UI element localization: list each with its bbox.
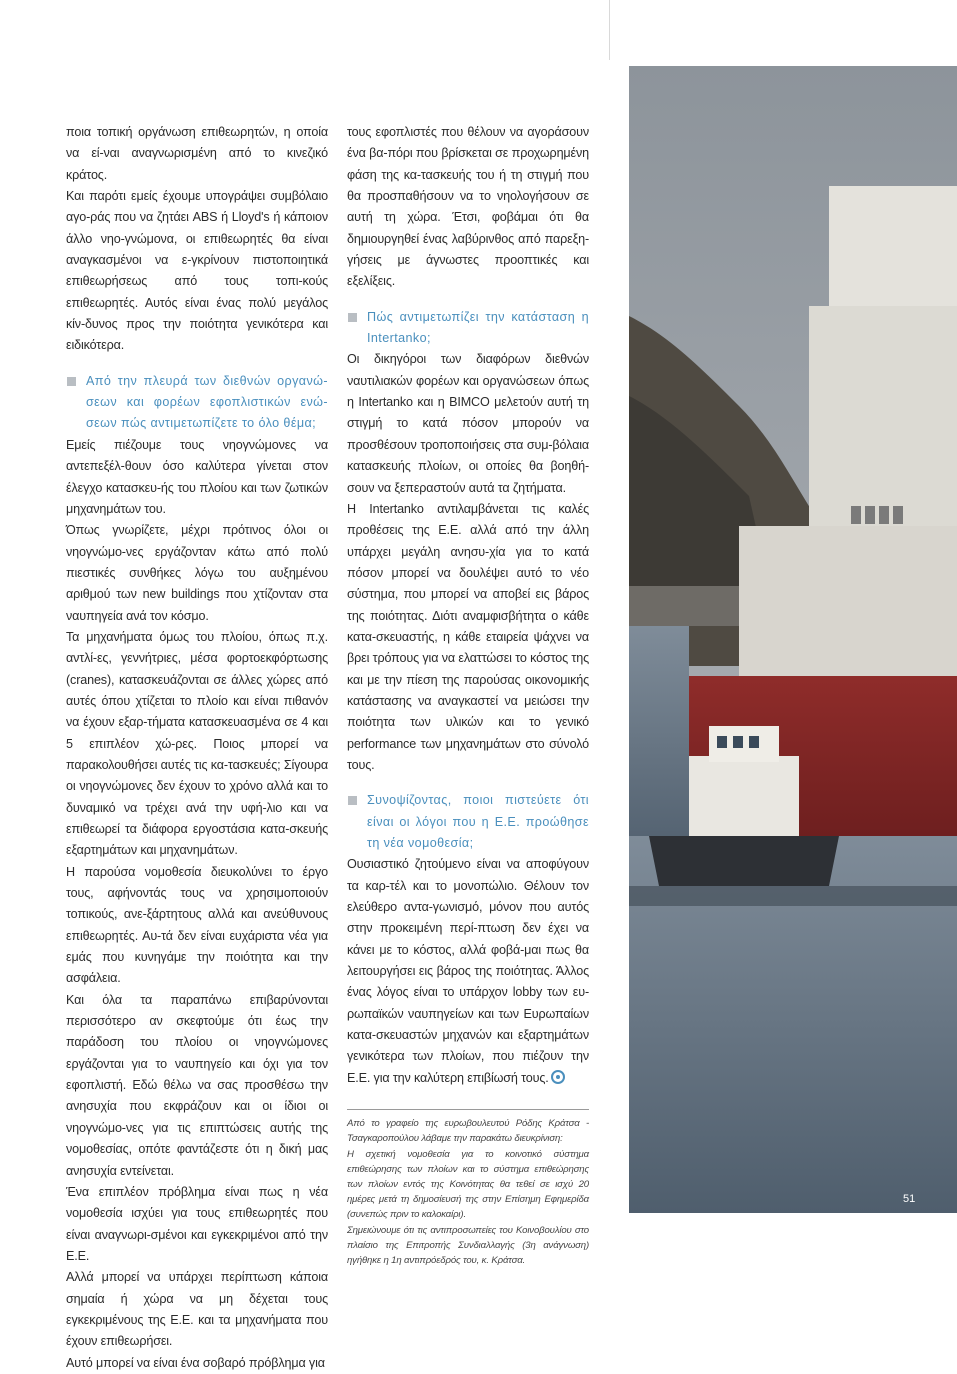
middle-column bbox=[347, 122, 589, 1268]
square-bullet-icon bbox=[67, 377, 76, 386]
interview-question bbox=[347, 307, 589, 350]
paragraph: Η Intertanko αντιλαμβάνεται τις καλές προθέσεις της Ε.Ε. αλλά από την άλλη υπάρχει μεγάλη ανησυ-χία για το κατά πόσον μπορεί να δουλέψει αυτό το νέο σύστημα, που μπορεί να αποβεί εις βάρος της ποιότητας. Διότι αναμφισβήτητα ο κάθε κατα-σκευαστής, η κάθε εταιρεία ψάχνει να βρει τρόπους για να ελαττώσει το κόστος της και με την πίεση της παρούσας οικονομικής κατάστασης να αναγκαστεί να μειώσει την ποιότητα των υλικών και το γενικό performance των μηχανημάτων στο σύνολό τους. bbox=[347, 501, 589, 772]
paragraph: Οι δικηγόροι των διαφόρων διεθνών ναυτιλιακών φορέων και οργανώσεων όπως η Intertanko και η BIMCO μελετούν αυτή τη στιγμή το κατά πόσον μπορούν να προσθέσουν τροποποιήσεις στα συμ-βόλαια κατασκευής πλοίων, οι οποίες θα βοηθή-σουν να ξεπεραστούν αυτά τα ζητήματα. bbox=[347, 352, 589, 495]
paragraph-text: Ουσιαστικό ζητούμενο είναι να αποφύγουν τα καρ-τέλ και το μονοπώλιο. Θέλουν τον ελεύθερο αντα-γωνισμό, μόνον που αυτός στην προκειμένη περί-πτωση δεν έχει να κάνει με το κόστος, αλλά φοβά-μαι πως θα λειτουργήσει εις βάρος της ποιότητας. Άλλος ένας λόγος είναι το υπάρχον lobby των ευ-ρωπαϊκών ναυπηγείων και των Ευρωπαίων κατα-σκευαστών μηχανών και εξαρτημάτων γενικότερα των πλοίων, που πιέζουν την Ε.Ε. για την καλύτερη επιβίωσή τους. bbox=[347, 857, 589, 1085]
paragraph: Η παρούσα νομοθεσία διευκολύνει το έργο τους, αφήνοντάς τους να χρησιμοποιούν τοπικούς, ανε-ξάρτητους αλλά και ανεύθυνους επιθεωρητές. Αυ-τά δεν είναι ευχάριστα νέα για εμάς που κυνηγάμε την ποιότητα και την ασφάλεια. bbox=[66, 864, 328, 986]
paragraph: Ένα επιπλέον πρόβλημα είναι πως η νέα νομοθεσία ισχύει για τους επιθεωρητές που είναι αναγνωρι-σμένοι και εγκεκριμένοι από την Ε.Ε. bbox=[66, 1184, 328, 1263]
paragraph-final bbox=[347, 854, 589, 1089]
paragraph: Όπως γνωρίζετε, μέχρι πρότινος όλοι οι νηογνώμο-νες εργάζονταν κάτω από πολύ πιεστικές συνθήκες λόγω του αυξημένου αριθμού των new buildings που χτίζονταν στα ναυπηγεία ανά τον κόσμο. bbox=[66, 523, 328, 623]
square-bullet-icon bbox=[348, 796, 357, 805]
paragraph: Τα μηχανήματα όμως του πλοίου, όπως π.χ. αντλί-ες, γεννήτριες, μέσα φορτοεκφόρτωσης (cranes), κατασκευάζονται σε άλλες χώρες από αυτές όπου χτίζεται το πλοίο και είναι πιθανόν να έχουν εξαρ-τήματα κατασκευασμένα σε 4 και 5 επιπλέον χώ-ρες. Ποιος μπορεί να παρακολουθήσει αυτές τις κα-τασκευές; Σίγουρα οι νηογνώμονες δεν έχουν το χρόνο αλλά και το δυναμικό να τρέχει ανά την υφή-λιο και να επιθεωρεί τα διάφορα εργοστάσια κατα-σκευής εξαρτημάτων και μηχανημάτων. bbox=[66, 629, 328, 858]
editor-note: Η σχετική νομοθεσία για το κοινοτικό σύστημα επιθεώρησης των πλοίων και το σύστημα επιθεώρησης των πλοίων εντός της Κοινότητας θα τεθεί σε ισχύ 20 ημέρες μετά τη δημοσίευσή της στην Επίσημη Εφημερίδα (συνεπώς πριν το καλοκαίρι). bbox=[347, 1148, 589, 1221]
paragraph: τους εφοπλιστές που θέλουν να αγοράσουν ένα βα-πόρι που βρίσκεται σε προχωρημένη φάση της κα-τασκευής του ή τη στιγμή που θα προσπαθήσουν να το νηολογήσουν σε αυτή τη χώρα. Έτσι, φοβάμαι ότι θα δημιουργηθεί ένας λαβύρινθος από παρεξη-γήσεις με άγνωστες προοπτικές και εξελίξεις. bbox=[347, 125, 589, 289]
page-fold-line bbox=[609, 0, 610, 60]
question-text: Συνοψίζοντας, ποιοι πιστεύετε ότι είναι οι λόγοι που η Ε.Ε. προώθησε τη νέα νομοθεσία; bbox=[367, 793, 589, 850]
ship-tugboat-photo bbox=[629, 66, 957, 1213]
page-number: 51 bbox=[903, 1193, 916, 1205]
paragraph: Εμείς πιέζουμε τους νηογνώμονες να αντεπεξέλ-θουν όσο καλύτερα γίνεται στον έλεγχο κατασκευ-ής του πλοίου και των ζωτικών μηχανημάτων του. bbox=[66, 437, 328, 516]
paragraph: Αλλά μπορεί να υπάρχει περίπτωση κάποια σημαία ή χώρα να μη δέχεται τους εγκεκριμένους της Ε.Ε. και τα μηχανήματα που έχουν επιθεωρήσει. bbox=[66, 1270, 328, 1349]
editor-note: Σημειώνουμε ότι τις αντιπροσωπείες του Κοινοβουλίου στο πλαίσιο της Επιτροπής Συνδιαλλαγής (3η ανάγνωση) ηγήθηκε η 1η αντιπρόεδρός του, κ. Κράτσα. bbox=[347, 1224, 589, 1266]
interview-question bbox=[66, 371, 328, 435]
note-divider bbox=[347, 1109, 589, 1110]
editor-note: Από το γραφείο της ευρωβουλευτού Ρόδης Κράτσα - Τσαγκαροπούλου λάβαμε την παρακάτω διευκρίνιση: bbox=[347, 1118, 589, 1145]
square-bullet-icon bbox=[348, 313, 357, 322]
end-of-article-icon bbox=[551, 1070, 565, 1084]
paragraph: ποια τοπική οργάνωση επιθεωρητών, η οποία να εί-ναι αναγνωρισμένη από το κινεζικό κράτος. bbox=[66, 125, 328, 182]
question-text: Πώς αντιμετωπίζει την κατάσταση η Intertanko; bbox=[367, 309, 589, 346]
left-column bbox=[66, 122, 328, 1374]
paragraph: Αυτό μπορεί να είναι ένα σοβαρό πρόβλημα για bbox=[66, 1355, 325, 1370]
paragraph: Και όλα τα παραπάνω επιβαρύνονται περισσότερο αν σκεφτούμε ότι έως την παράδοση του πλοίου οι νηογνώμονες εργάζονται για το ναυπηγείο και όχι για τον εφοπλιστή. Εδώ θέλω να σας προσθέσω την ανησυχία που εκφράζουν και οι ίδιοι οι νηογνώμο-νες για τις επιπτώσεις αυτής της νομοθεσίας, οπότε φαντάζεστε ότι η δική μας ανησυχία εντείνεται. bbox=[66, 992, 328, 1178]
interview-question bbox=[347, 790, 589, 854]
paragraph: Και παρότι εμείς έχουμε υπογράψει συμβόλαιο αγο-ράς που να ζητάει ABS ή Lloyd's ή κάποιον άλλο νηο-γνώμονα, οι επιθεωρητές θα είναι αναγκασμένοι να ε-γκρίνουν πιστοποιητικά επιθεωρήσεως από τους τοπι-κούς επιθεωρητές. Αυτός είναι ένας πολύ μεγάλος κίν-δυνος προς την ποιότητα γενικότερα και ειδικότερα. bbox=[66, 189, 328, 353]
question-text: Από την πλευρά των διεθνών οργανώ-σεων και φορέων εφοπλιστικών ενώ-σεων πώς αντιμετωπίζετε το όλο θέμα; bbox=[86, 373, 328, 431]
